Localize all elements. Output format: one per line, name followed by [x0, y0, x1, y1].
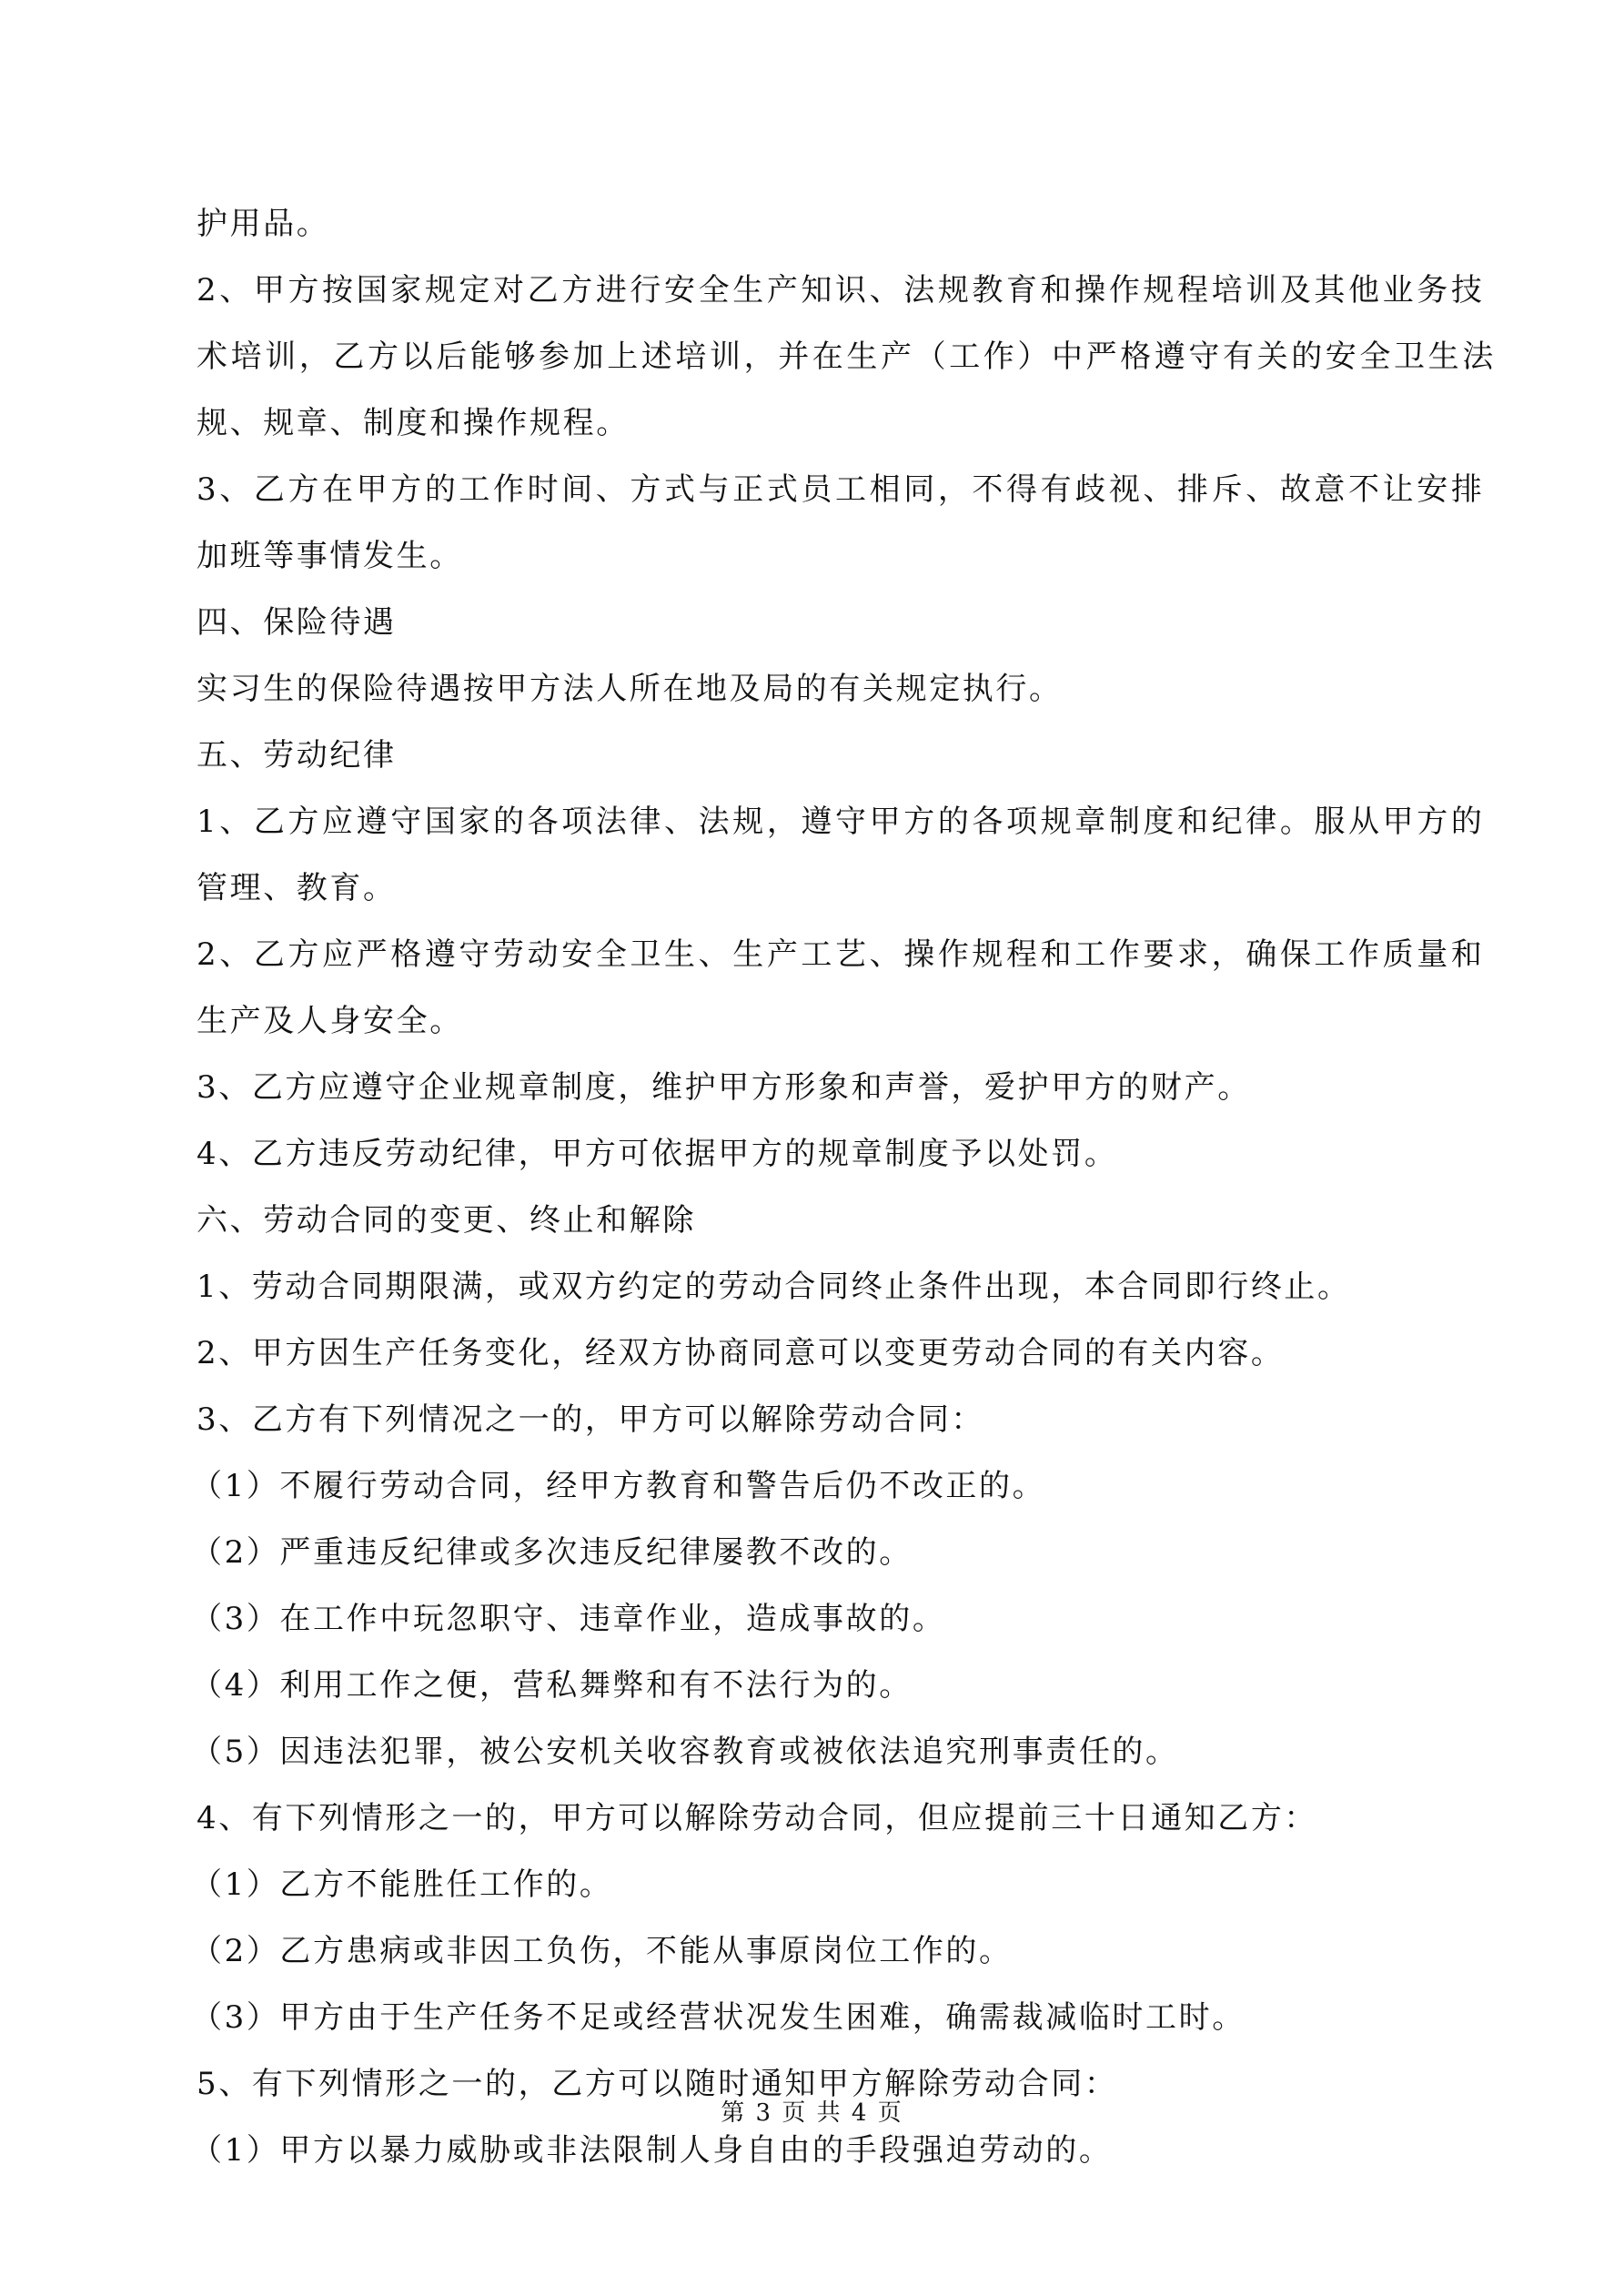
clause-3-line-2: 加班等事情发生。	[197, 538, 463, 574]
contract-change-5: 5、有下列情形之一的，乙方可以随时通知甲方解除劳动合同：	[197, 2066, 1118, 2102]
contract-change-3-item-2: （2）严重违反纪律或多次违反纪律屡教不改的。	[191, 1534, 913, 1571]
contract-change-4-item-2: （2）乙方患病或非因工负伤，不能从事原岗位工作的。	[191, 1933, 1013, 1969]
contract-change-3-item-1: （1）不履行劳动合同，经甲方教育和警告后仍不改正的。	[191, 1468, 1046, 1504]
contract-change-1: 1、劳动合同期限满，或双方约定的劳动合同终止条件出现，本合同即行终止。	[197, 1269, 1351, 1305]
discipline-2-line-1: 2、乙方应严格遵守劳动安全卫生、生产工艺、操作规程和工作要求，确保工作质量和	[197, 936, 1486, 973]
contract-change-3: 3、乙方有下列情况之一的，甲方可以解除劳动合同：	[197, 1401, 985, 1438]
document-body	[191, 191, 1497, 2184]
page-number-footer: 第 3 页 共 4 页	[721, 2099, 903, 2127]
section-heading-insurance: 四、保险待遇	[197, 604, 397, 641]
discipline-4: 4、乙方违反劳动纪律，甲方可依据甲方的规章制度予以处罚。	[197, 1136, 1118, 1172]
contract-change-5-item-1: （1）甲方以暴力威胁或非法限制人身自由的手段强迫劳动的。	[191, 2132, 1113, 2169]
insurance-paragraph: 实习生的保险待遇按甲方法人所在地及局的有关规定执行。	[197, 671, 1063, 707]
discipline-3: 3、乙方应遵守企业规章制度，维护甲方形象和声誉，爱护甲方的财产。	[197, 1069, 1251, 1106]
section-heading-contract-changes: 六、劳动合同的变更、终止和解除	[197, 1202, 696, 1239]
clause-2-line-2: 术培训，乙方以后能够参加上述培训，并在生产（工作）中严格遵守有关的安全卫生法	[197, 339, 1497, 375]
contract-change-2: 2、甲方因生产任务变化，经双方协商同意可以变更劳动合同的有关内容。	[197, 1335, 1285, 1371]
clause-2-line-1: 2、甲方按国家规定对乙方进行安全生产知识、法规教育和操作规程培训及其他业务技	[197, 272, 1486, 308]
contract-change-4: 4、有下列情形之一的，甲方可以解除劳动合同，但应提前三十日通知乙方：	[197, 1800, 1318, 1836]
contract-change-3-item-3: （3）在工作中玩忽职守、违章作业，造成事故的。	[191, 1601, 946, 1637]
contract-change-3-item-5: （5）因违法犯罪，被公安机关收容教育或被依法追究刑事责任的。	[191, 1734, 1179, 1770]
contract-change-4-item-3: （3）甲方由于生产任务不足或经营状况发生困难，确需裁减临时工时。	[191, 1999, 1246, 2036]
contract-change-4-item-1: （1）乙方不能胜任工作的。	[191, 1866, 613, 1903]
clause-2-line-3: 规、规章、制度和操作规程。	[197, 405, 630, 441]
clause-3-line-1: 3、乙方在甲方的工作时间、方式与正式员工相同，不得有歧视、排斥、故意不让安排	[197, 471, 1486, 508]
discipline-1-line-2: 管理、教育。	[197, 870, 397, 906]
contract-change-3-item-4: （4）利用工作之便，营私舞弊和有不法行为的。	[191, 1667, 913, 1704]
discipline-2-line-2: 生产及人身安全。	[197, 1003, 463, 1039]
section-heading-discipline: 五、劳动纪律	[197, 737, 397, 774]
discipline-1-line-1: 1、乙方应遵守国家的各项法律、法规，遵守甲方的各项规章制度和纪律。服从甲方的	[197, 804, 1486, 840]
body-line: 护用品。	[197, 206, 330, 242]
